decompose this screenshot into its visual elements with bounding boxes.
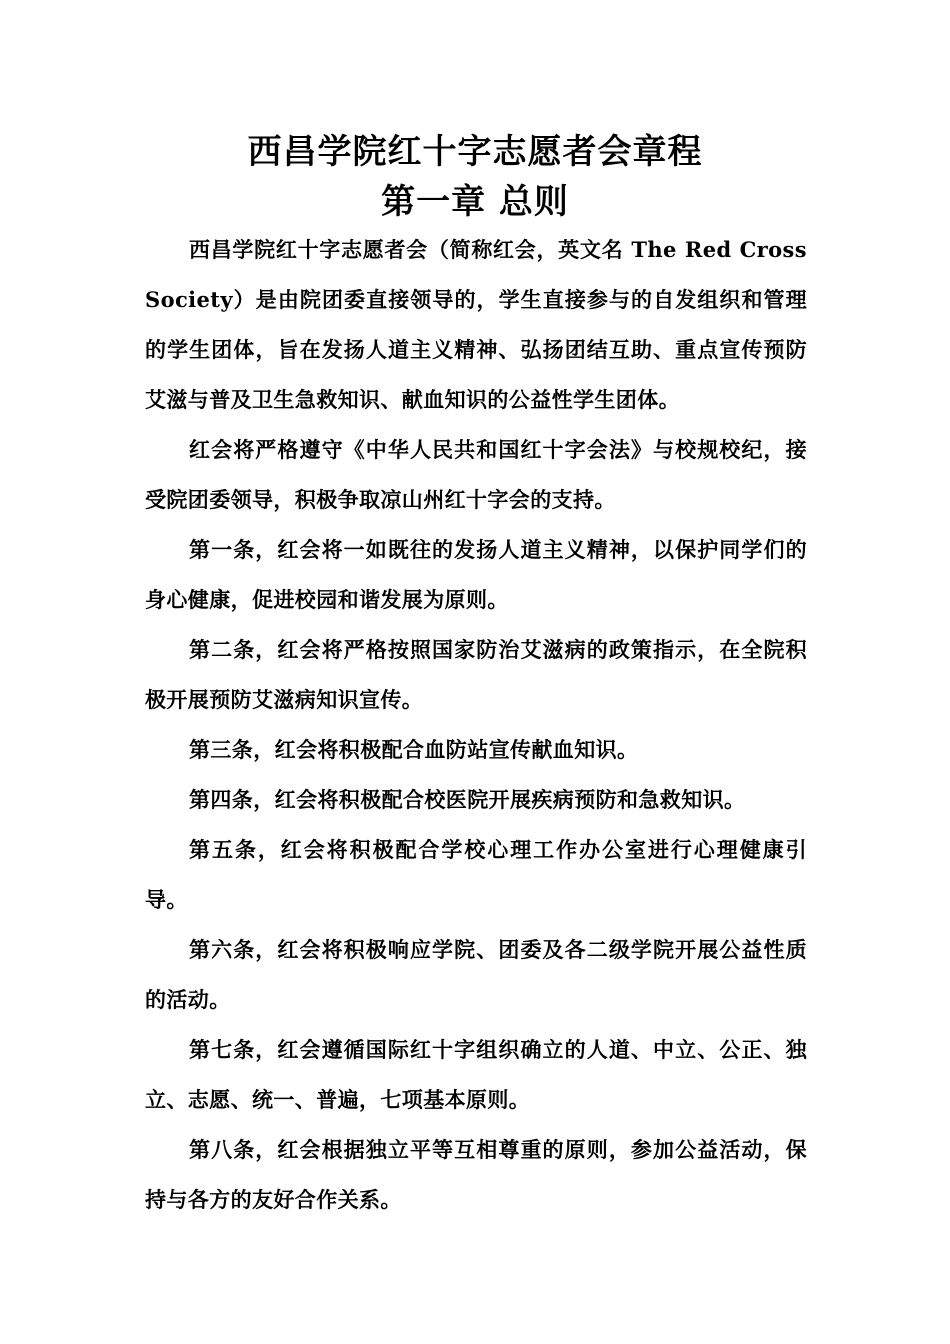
article-8: 第八条，红会根据独立平等互相尊重的原则，参加公益活动，保持与各方的友好合作关系。: [145, 1137, 807, 1212]
article-4: 第四条，红会将积极配合校医院开展疾病预防和急救知识。: [189, 787, 746, 812]
article-5: 第五条，红会将积极配合学校心理工作办公室进行心理健康引导。: [145, 837, 807, 912]
document-title: 西昌学院红十字志愿者会章程: [247, 132, 703, 172]
article-3: 第三条，红会将积极配合血防站宣传献血知识。: [189, 737, 639, 762]
chapter-heading: 第一章 总则: [381, 182, 569, 222]
paragraph-intro: 西昌学院红十字志愿者会（简称红会，英文名 The Red Cross Society）是由院团委直接领导的，学生直接参与的自发组织和管理的学生团体，旨在发扬人道主义精神、弘扬团结互助、重点宣传预防艾滋与普及卫生急救知识、献血知识的公益性学生团体。: [145, 237, 807, 412]
document-body: [145, 225, 807, 1225]
paragraph-compliance: 红会将严格遵守《中华人民共和国红十字会法》与校规校纪，接受院团委领导，积极争取凉山州红十字会的支持。: [145, 437, 807, 512]
article-7: 第七条，红会遵循国际红十字组织确立的人道、中立、公正、独立、志愿、统一、普遍，七项基本原则。: [145, 1037, 807, 1112]
article-2: 第二条，红会将严格按照国家防治艾滋病的政策指示，在全院积极开展预防艾滋病知识宣传。: [145, 637, 807, 712]
article-6: 第六条，红会将积极响应学院、团委及各二级学院开展公益性质的活动。: [145, 937, 807, 1012]
article-1: 第一条，红会将一如既往的发扬人道主义精神，以保护同学们的身心健康，促进校园和谐发展为原则。: [145, 537, 807, 612]
